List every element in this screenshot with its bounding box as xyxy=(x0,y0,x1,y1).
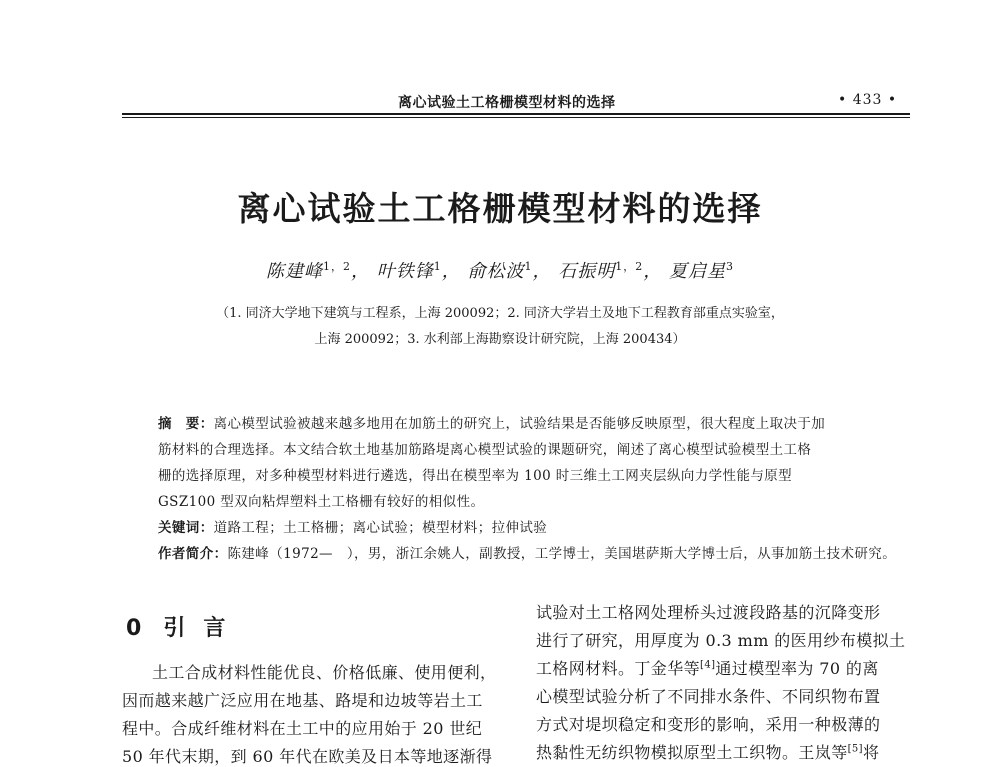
body-text-line: 工格网材料。丁金华等[4]通过模型率为 70 的离 xyxy=(536,659,879,678)
citation-ref: [5] xyxy=(847,743,863,755)
body-text-line: 心模型试验分析了不同排水条件、不同织物布置 xyxy=(536,687,881,706)
abstract-line: 筋材料的合理选择。本文结合软土地基加筋路堤离心模型试验的课题研究，阐述了离心模型试验模型土工格 xyxy=(158,442,812,458)
body-text-line: 方式对堤坝稳定和变形的影响，采用一种极薄的 xyxy=(536,715,881,734)
author-list xyxy=(0,257,1000,283)
header-rule-thin xyxy=(122,117,910,118)
header-rule xyxy=(122,113,910,115)
body-text-line: 试验对土工格网处理桥头过渡段路基的沉降变形 xyxy=(536,603,881,622)
running-header-title: 离心试验土工格栅模型材料的选择 xyxy=(398,95,616,111)
abstract-line: GSZ100 型双向粘焊塑料土工格栅有较好的相似性。 xyxy=(158,494,485,510)
body-text-line: 土工合成材料性能优良、价格低廉、使用便利， xyxy=(152,663,497,682)
body-text-line: 50 年代末期，到 60 年代在欧美及日本等地逐渐得 xyxy=(122,747,493,766)
body-text-line: 进行了研究，用厚度为 0.3 mm 的医用纱布模拟土 xyxy=(536,631,906,650)
section-heading xyxy=(126,611,243,642)
author: 夏启星$^3$ xyxy=(668,260,734,282)
keywords: 关键词：道路工程；土工格栅；离心试验；模型材料；拉伸试验 xyxy=(158,520,548,536)
author: 叶铁锋$^1$， xyxy=(376,260,461,282)
affiliation-line: 上海 200092；3. 水利部上海勘察设计研究院，上海 200434） xyxy=(314,332,686,347)
author: 陈建峰$^{1,2}$， xyxy=(266,260,371,282)
affiliation-line: （1. 同济大学地下建筑与工程系，上海 200092；2. 同济大学岩土及地下工程教育部重点实验室， xyxy=(216,306,784,321)
keywords-label: 关键词： xyxy=(158,520,214,536)
author-bio: 作者简介：陈建峰（1972— ），男，浙江余姚人，副教授，工学博士，美国堪萨斯大学博士后，从事加筋土技术研究。 xyxy=(158,546,897,562)
author: 石振明$^{1,2}$， xyxy=(558,260,663,282)
body-text-line: 程中。合成纤维材料在土工中的应用始于 20 世纪 xyxy=(122,719,483,738)
abstract-line: 摘 要：离心模型试验被越来越多地用在加筋土的研究上，试验结果是否能够反映原型，很大程度上取决于加 xyxy=(158,416,826,432)
citation-ref: [4] xyxy=(700,659,716,671)
section-number: 0 xyxy=(126,616,142,641)
abstract-label: 摘 要： xyxy=(158,416,214,432)
page-number: • 433 • xyxy=(838,92,898,108)
body-text-line: 热黏性无纺织物模拟原型土工织物。王岚等[5]将 xyxy=(536,743,880,762)
author-bio-label: 作者简介： xyxy=(158,546,228,562)
paper-title: 离心试验土工格栅模型材料的选择 xyxy=(237,189,763,228)
author: 俞松波$^1$， xyxy=(467,260,552,282)
abstract-line: 栅的选择原理，对多种模型材料进行遴选，得出在模型率为 100 时三维土工网夹层纵向力学性能与原型 xyxy=(158,468,793,484)
section-title: 引言 xyxy=(163,616,244,641)
body-text-line: 因而越来越广泛应用在地基、路堤和边坡等岩土工 xyxy=(122,691,483,710)
